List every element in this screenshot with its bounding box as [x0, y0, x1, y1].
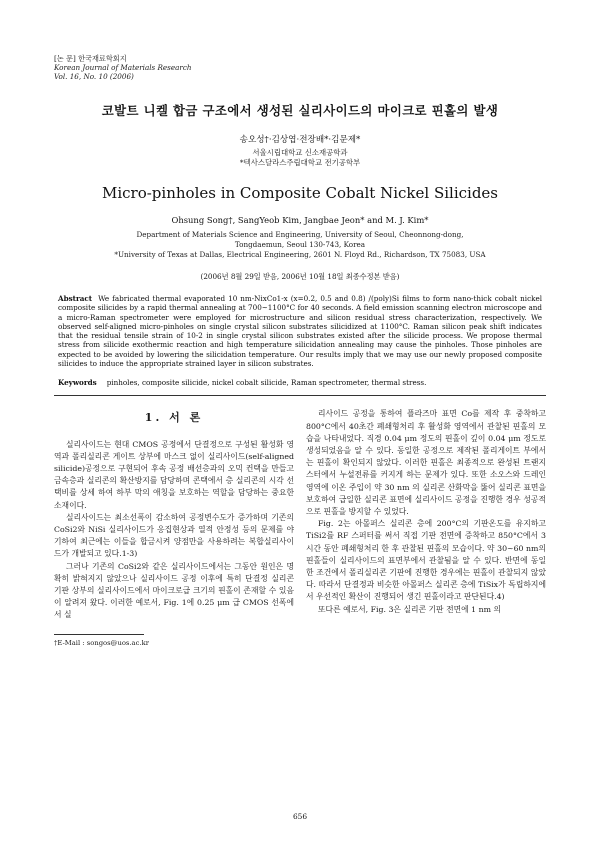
- abstract-text: We fabricated thermal evaporated 10 nm-NixCo1-x (x=0.2, 0.5 and 0.8) /(poly)Si films to form nano-thick cobalt nickel composite silicides by a rapid thermal annealing at 700~1100°C for 40 seconds. A field emission scanning electron microscope and a micro-Raman spectrometer were employed for microstructure and silicon residual stress characterization, respectively. We observed self-aligned micro-pinholes on single crystal silicon substrates silicidized at 1100°C. Raman silicon peak shift indicates that the residual tensile strain of 10-2 in single crystal silicon substrates existed after the silicide process. We propose thermal stress from silicide exothermic reaction and high temperature silicidation annealing may cause the pinholes. Those pinholes are expected to be avoided by lowering the silicidation temperature. Our results imply that we may use our newly proposed composite silicides to induce the appropriate strained layer in silicon substrates.: [58, 294, 542, 369]
- divider: [54, 395, 546, 396]
- keywords: [58, 378, 542, 387]
- left-paragraph-1: 실리사이드는 현대 CMOS 공정에서 단결정으로 구성된 활성화 영역과 폴리실리콘 게이트 상부에 마스크 없이 실리사이드(self-aligned silicide)공정으로 구현되어 후속 공정 배선층과의 오믹 컨택을 만들고 금속층과 실리콘의 확산방지를 담당하며 콘택에서 층 실리콘의 시각 선택비를 상세 하여 하부 막의 애칭을 보호하는 역할을 담당하는 중요한 소재이다.: [54, 439, 294, 510]
- body-columns: [54, 408, 546, 648]
- right-paragraph-2: Fig. 2는 아몰퍼스 실리콘 층에 200°C의 기판온도를 유지하고 TiSi2를 RF 스퍼터를 써서 직접 기판 전면에 증착하고 850°C에서 3시간 동안 폐쇄형처리 한 후 관찰된 핀홀의 모습이다. 약 30~60 nm의 핀홀들이 실리사이드의 표면부에서 관찰됨을 알 수 있다. 반면에 동일한 조건에서 폴리실리콘 기판에 진행한 경우에는 핀홀이 관찰되지 않았다. 따라서 단결정과 비슷한 아몰퍼스 실리콘 층에 TiSix가 독립하지에서 우선적인 확산이 진행되어 생긴 핀홀이라고 판단된다.4): [306, 519, 546, 602]
- footnote-email: †E-Mail : songos@uos.ac.kr: [54, 638, 149, 647]
- abstract: [58, 294, 542, 368]
- korean-title: 코발트 니켈 합금 구조에서 생성된 실리사이드의 마이크로 핀홀의 발생: [101, 103, 499, 118]
- english-affiliation-3: *University of Texas at Dallas, Electrical Engineering, 2601 N. Floyd Rd., Richardson, TX 75083, USA: [114, 250, 486, 259]
- english-affiliations: [54, 230, 546, 260]
- right-paragraph-3: 또다른 예로서, Fig. 3은 실리콘 기판 전면에 1 nm 의: [318, 604, 501, 614]
- right-paragraph-1: 리사이드 공정을 통하여 플라즈마 표면 Co를 제작 후 중착하고 800°C에서 40초간 폐쇄형처리 후 활성화 영역에서 관찰된 핀홀의 모습을 나타내었다. 직경 0.04 μm 정도의 핀홀이 깊이 0.04 μm 정도로 생성되었음을 알 수 있다. 동일한 공정으로 제작된 폴리게이트 부에서는 핀홀이 확인되지 않았다. 이러한 핀홀은 최종적으로 완성된 트랜지스터에서 누설전류를 커지게 하는 문제가 있다. 또한 소오스와 드레인 영역에 이온 주입이 약 30 nm 의 실리콘 산화막을 뚫어 실리콘 표면을 보호하여 급일한 실리콘 표면에 실리사이드 공정을 진행한 경우 성공적으로 핀홀을 방지할 수 있었다.: [306, 409, 546, 516]
- right-column: [306, 408, 546, 648]
- page-number: 656: [292, 812, 308, 821]
- left-paragraph-3: 그러나 기존의 CoSi2와 같은 실리사이드에서는 그동안 원인은 명확히 밝혀지지 않았으나 실리사이드 공정 이후에 특히 단결정 실리콘 기판 상부의 실리사이드에서 마이크로급 크기의 핀홀이 존재할 수 있음이 알려져 왔다. 이러한 예로서, Fig. 1에 0.25 μm 급 CMOS 선폭에서 실: [54, 561, 294, 620]
- left-column: [54, 408, 294, 648]
- footnote-rule: [54, 634, 144, 635]
- abstract-label: Abstract: [58, 294, 93, 303]
- korean-affiliation-2: *텍사스달라스주립대학교 전기공학부: [239, 158, 361, 167]
- received-dates: (2006년 8월 29일 받음, 2006년 10월 18일 최종수정본 받음): [200, 272, 400, 281]
- korean-affiliation-1: 서울시립대학교 신소재공학과: [252, 148, 348, 157]
- section-heading-introduction: 1. 서 론: [144, 411, 204, 425]
- english-authors: Ohsung Song†, SangYeob Kim, Jangbae Jeon* and M. J. Kim*: [171, 215, 429, 225]
- journal-line-2: Korean Journal of Materials Research: [54, 63, 192, 72]
- english-title: Micro-pinholes in Composite Cobalt Nickel Silicides: [101, 184, 499, 202]
- korean-affiliations: [54, 148, 546, 168]
- keywords-text: pinholes, composite silicide, nickel cobalt silicide, Raman spectrometer, thermal stress.: [106, 378, 427, 388]
- korean-authors: 송오성†·김상엽·전장배*·김문제*: [239, 135, 361, 145]
- english-affiliation-1: Department of Materials Science and Engineering, University of Seoul, Cheonnong-dong,: [136, 230, 464, 239]
- journal-line-3: Vol. 16, No. 10 (2006): [54, 72, 134, 81]
- left-paragraph-2: 실리사이드는 최소선폭이 감소하여 공정변수도가 증가하며 기존의 CoSi2와 NiSi 실리사이드가 응집현상과 열적 안정성 등의 문제를 야기하여 최근에는 이들을 합금시켜 양점만을 사용하려는 복합실리사이드가 개발되고 있다.1-3): [54, 512, 294, 559]
- journal-line-1: [논 문] 한국재료학회지: [54, 54, 127, 63]
- english-affiliation-2: Tongdaemun, Seoul 130-743, Korea: [234, 240, 366, 249]
- journal-header: [54, 54, 546, 81]
- keywords-label: Keywords: [58, 378, 97, 388]
